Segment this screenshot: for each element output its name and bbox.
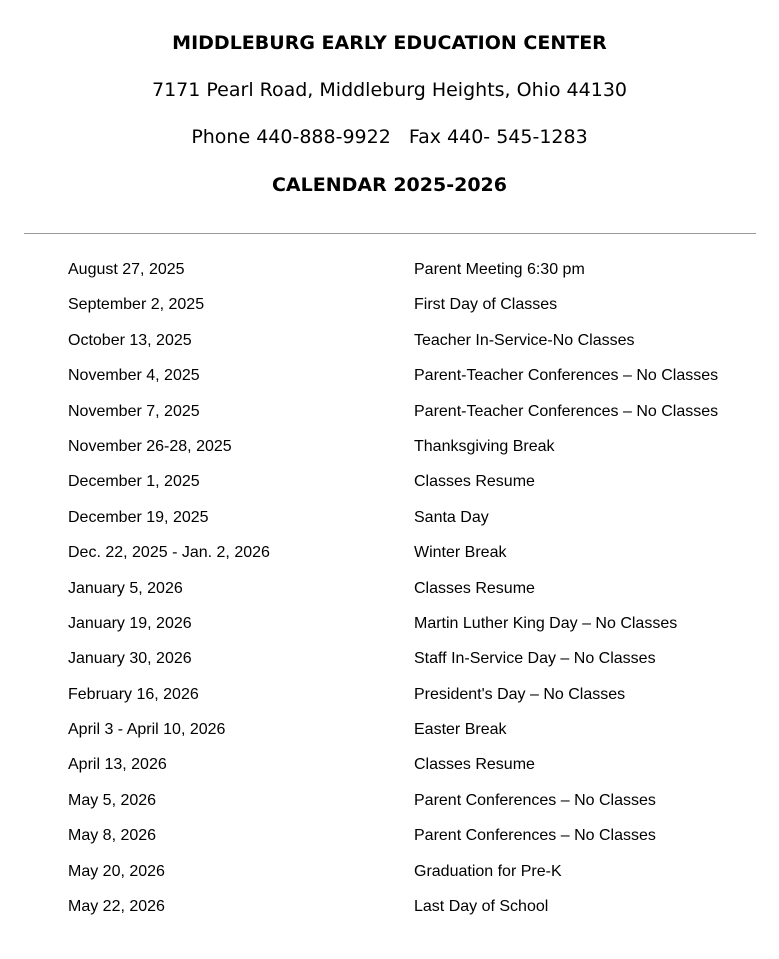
event-row — [0, 365, 779, 400]
center-name: MIDDLEBURG EARLY EDUCATION CENTER — [172, 32, 607, 54]
event-description: Parent Meeting 6:30 pm — [414, 261, 585, 278]
event-description: Parent-Teacher Conferences – No Classes — [414, 367, 719, 385]
event-row — [0, 542, 779, 577]
event-date: May 8, 2026 — [68, 827, 157, 845]
event-description: Parent Conferences – No Classes — [414, 791, 656, 809]
event-date: May 5, 2026 — [68, 791, 157, 809]
center-address: 7171 Pearl Road, Middleburg Heights, Ohio 44130 — [152, 79, 627, 101]
event-date: December 1, 2025 — [68, 473, 200, 491]
event-date: December 19, 2025 — [68, 508, 209, 526]
event-description: Easter Break — [414, 721, 507, 739]
event-description: Classes Resume — [414, 473, 535, 491]
event-description: Parent-Teacher Conferences – No Classes — [414, 402, 719, 420]
event-row — [0, 259, 779, 294]
event-description: First Day of Classes — [414, 296, 558, 314]
event-date: August 27, 2025 — [68, 261, 185, 278]
calendar-title: CALENDAR 2025-2026 — [271, 174, 507, 196]
event-description: Staff In-Service Day – No Classes — [414, 650, 656, 668]
event-date: May 22, 2026 — [68, 898, 165, 916]
event-row — [0, 790, 779, 825]
event-date: October 13, 2025 — [68, 331, 192, 349]
event-description: Classes Resume — [414, 579, 535, 597]
event-date: January 5, 2026 — [68, 579, 183, 597]
event-row — [0, 401, 779, 436]
event-date: April 13, 2026 — [68, 756, 167, 774]
event-row — [0, 861, 779, 896]
event-description: Martin Luther King Day – No Classes — [414, 614, 678, 632]
header-divider — [24, 233, 756, 234]
event-description: Teacher In-Service-No Classes — [414, 331, 635, 349]
event-date: November 4, 2025 — [68, 367, 200, 385]
events-list — [0, 259, 779, 931]
event-row — [0, 896, 779, 931]
event-date: Dec. 22, 2025 - Jan. 2, 2026 — [68, 544, 270, 562]
event-date: January 19, 2026 — [68, 614, 192, 632]
event-description: Classes Resume — [414, 756, 535, 774]
event-date: November 26-28, 2025 — [68, 437, 232, 455]
event-row — [0, 754, 779, 789]
event-description: Thanksgiving Break — [414, 437, 555, 455]
event-row — [0, 719, 779, 754]
event-date: November 7, 2025 — [68, 402, 200, 420]
event-date: February 16, 2026 — [68, 685, 199, 703]
event-row — [0, 436, 779, 471]
event-description: Winter Break — [414, 544, 507, 562]
event-row — [0, 294, 779, 329]
event-description: Parent Conferences – No Classes — [414, 827, 656, 845]
event-row — [0, 578, 779, 613]
event-row — [0, 648, 779, 683]
event-date: September 2, 2025 — [68, 296, 205, 314]
event-description: Santa Day — [414, 508, 489, 526]
event-row — [0, 330, 779, 365]
event-date: April 3 - April 10, 2026 — [68, 721, 226, 739]
event-row — [0, 471, 779, 506]
event-description: Graduation for Pre-K — [414, 862, 562, 880]
event-date: January 30, 2026 — [68, 650, 192, 668]
event-row — [0, 613, 779, 648]
event-row — [0, 684, 779, 719]
event-row — [0, 507, 779, 542]
event-row — [0, 825, 779, 860]
event-description: President's Day – No Classes — [414, 685, 626, 703]
event-date: May 20, 2026 — [68, 862, 165, 880]
phone-fax: Phone 440-888-9922 Fax 440- 545-1283 — [191, 126, 588, 148]
event-description: Last Day of School — [414, 898, 549, 916]
